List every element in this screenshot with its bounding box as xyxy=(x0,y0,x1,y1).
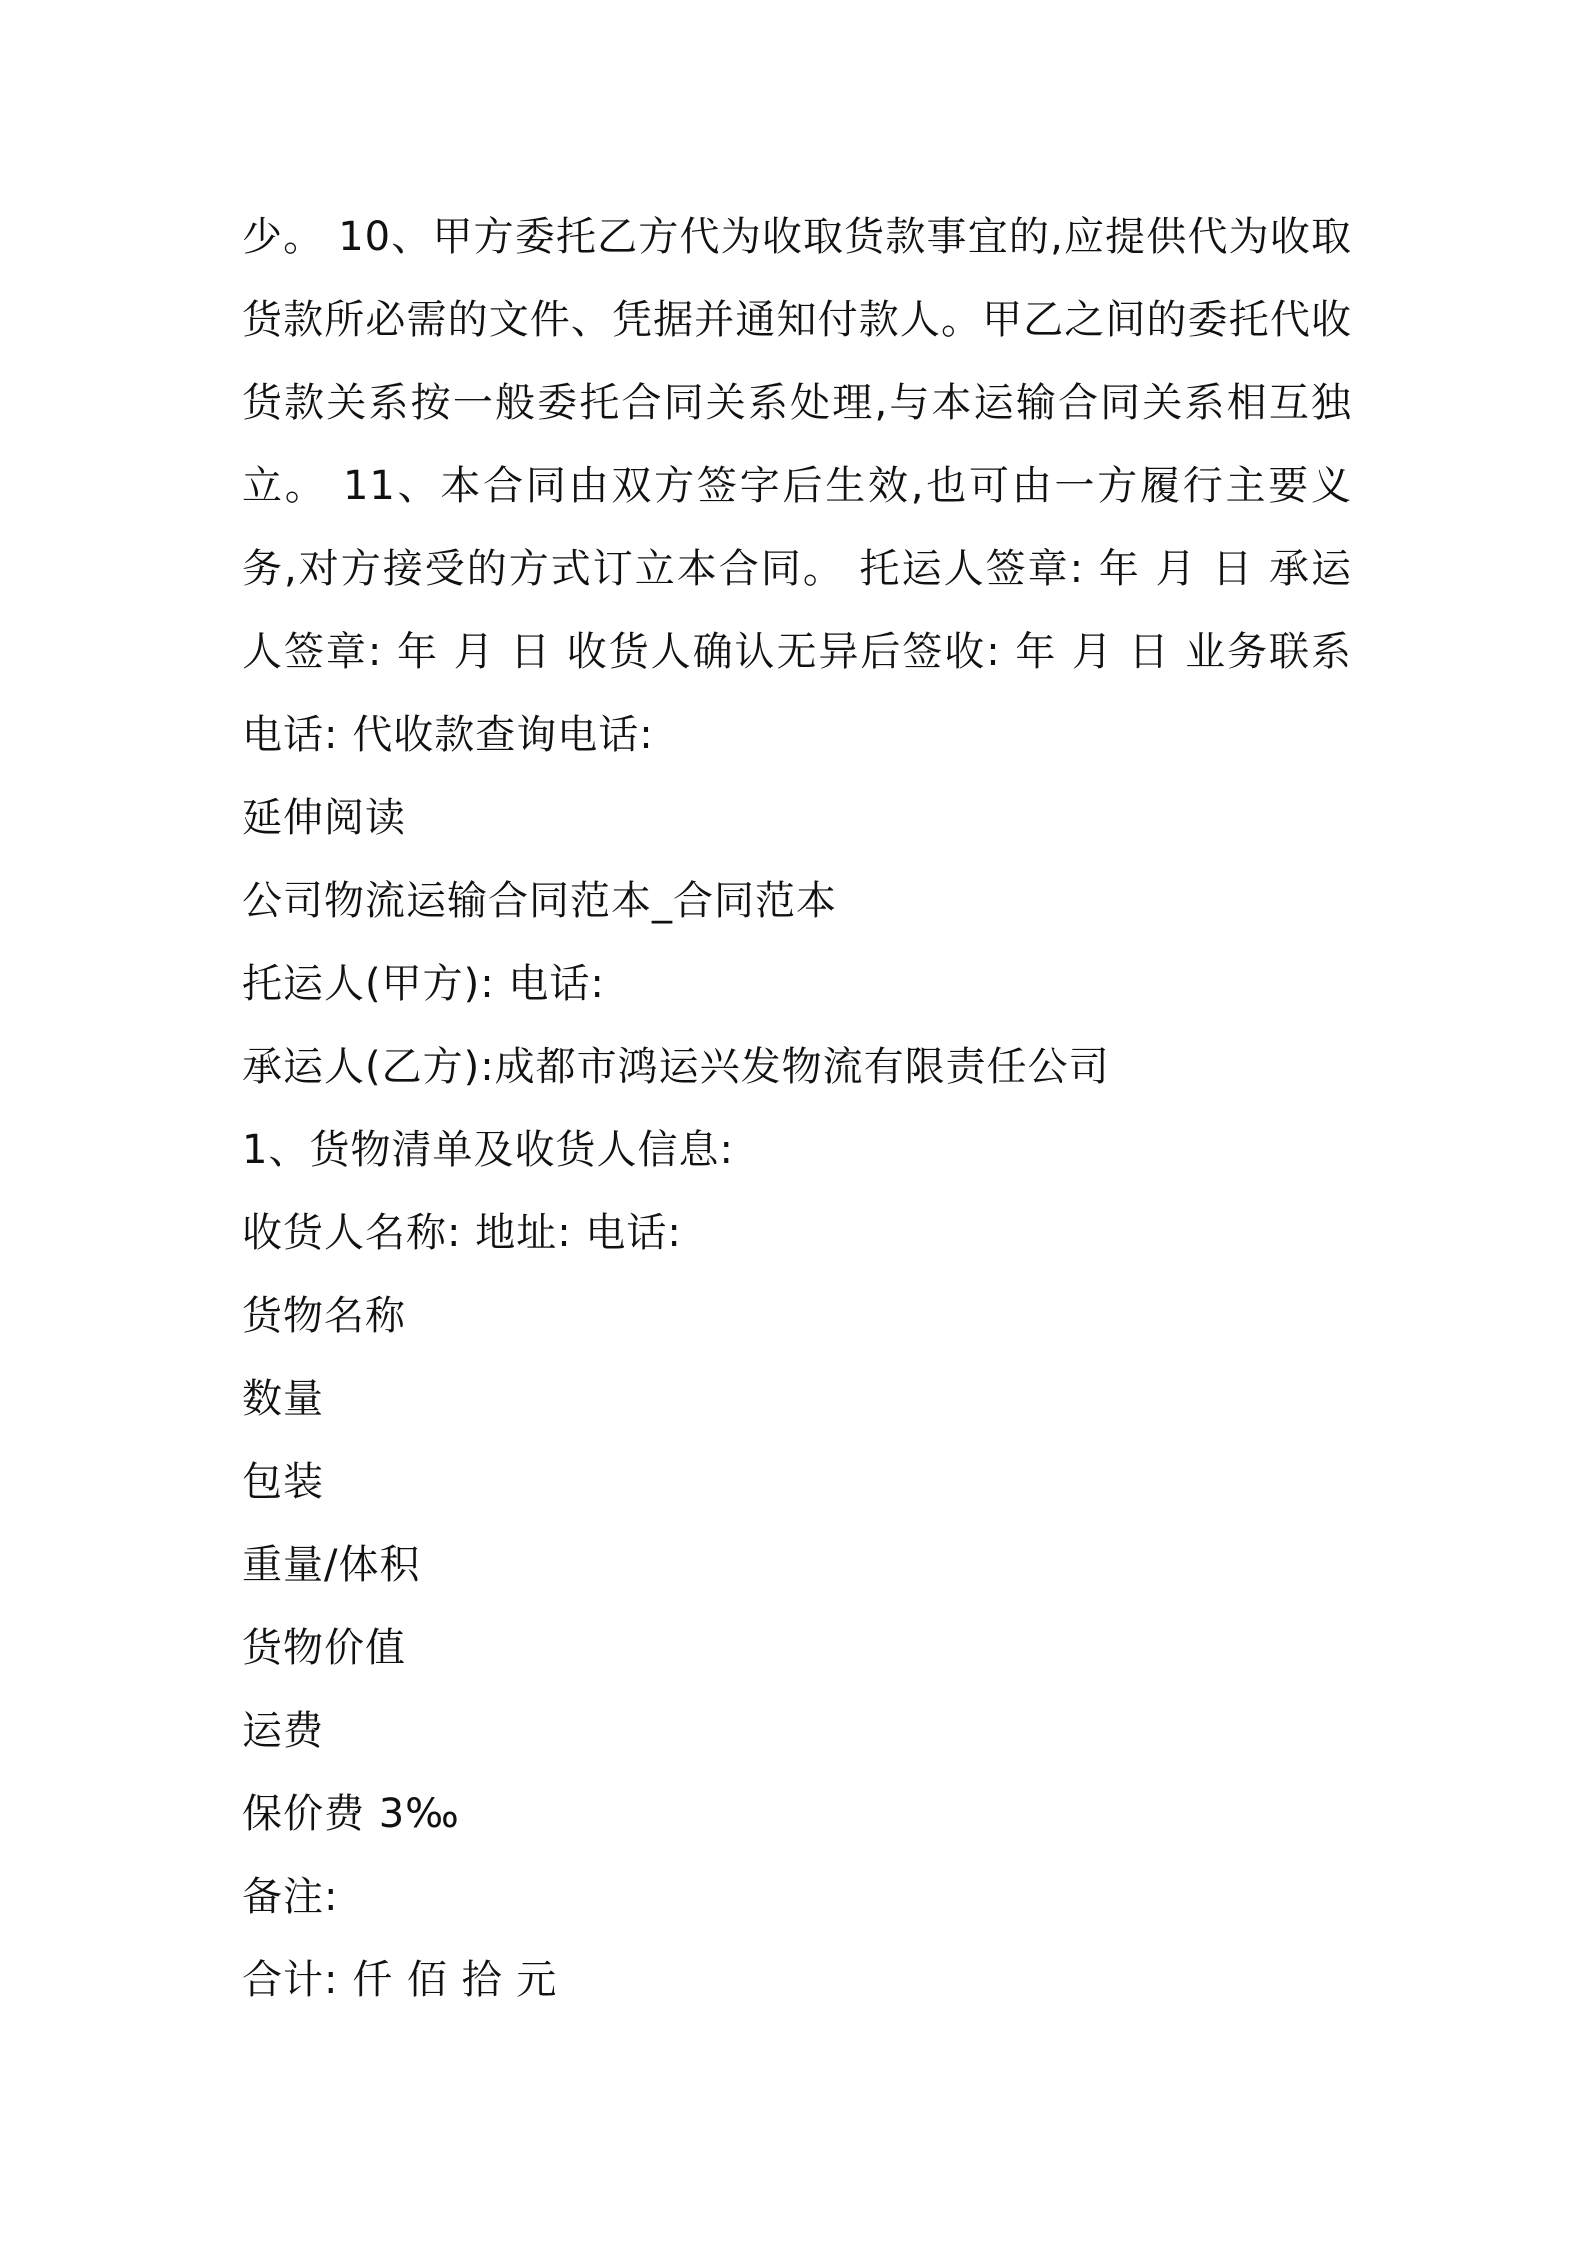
consignee-info-line: 收货人名称: 地址: 电话: xyxy=(242,1210,682,1256)
cargo-list-heading: 1、货物清单及收货人信息: xyxy=(242,1127,734,1173)
quantity-label: 数量 xyxy=(242,1376,324,1422)
consignor-line: 托运人(甲方): 电话: xyxy=(242,961,605,1007)
total-label: 合计: 仟 佰 拾 元 xyxy=(242,1957,558,2003)
carrier-line: 承运人(乙方):成都市鸿运兴发物流有限责任公司 xyxy=(242,1044,1110,1090)
weight-volume-label: 重量/体积 xyxy=(242,1542,421,1588)
contract-title: 公司物流运输合同范本_合同范本 xyxy=(242,878,837,924)
remarks-label: 备注: xyxy=(242,1874,339,1920)
document-content xyxy=(242,196,1352,2022)
freight-label: 运费 xyxy=(242,1708,324,1754)
cargo-name-label: 货物名称 xyxy=(242,1293,406,1339)
insurance-fee-label: 保价费 3‰ xyxy=(242,1791,460,1837)
contract-clause-paragraph: 少。 10、甲方委托乙方代为收取货款事宜的,应提供代为收取货款所必需的文件、凭据并通知付款人。甲乙之间的委托代收货款关系按一般委托合同关系处理,与本运输合同关系相互独立。 11、本合同由双方签字后生效,也可由一方履行主要义务,对方接受的方式订立本合同。 托运人签章: 年 月 日 承运人签章: 年 月 日 收货人确认无异后签收: 年 月 日 业务联系电话: 代收款查询电话: xyxy=(242,214,1352,758)
extended-reading-heading: 延伸阅读 xyxy=(242,795,406,841)
cargo-value-label: 货物价值 xyxy=(242,1625,406,1671)
packaging-label: 包装 xyxy=(242,1459,324,1505)
